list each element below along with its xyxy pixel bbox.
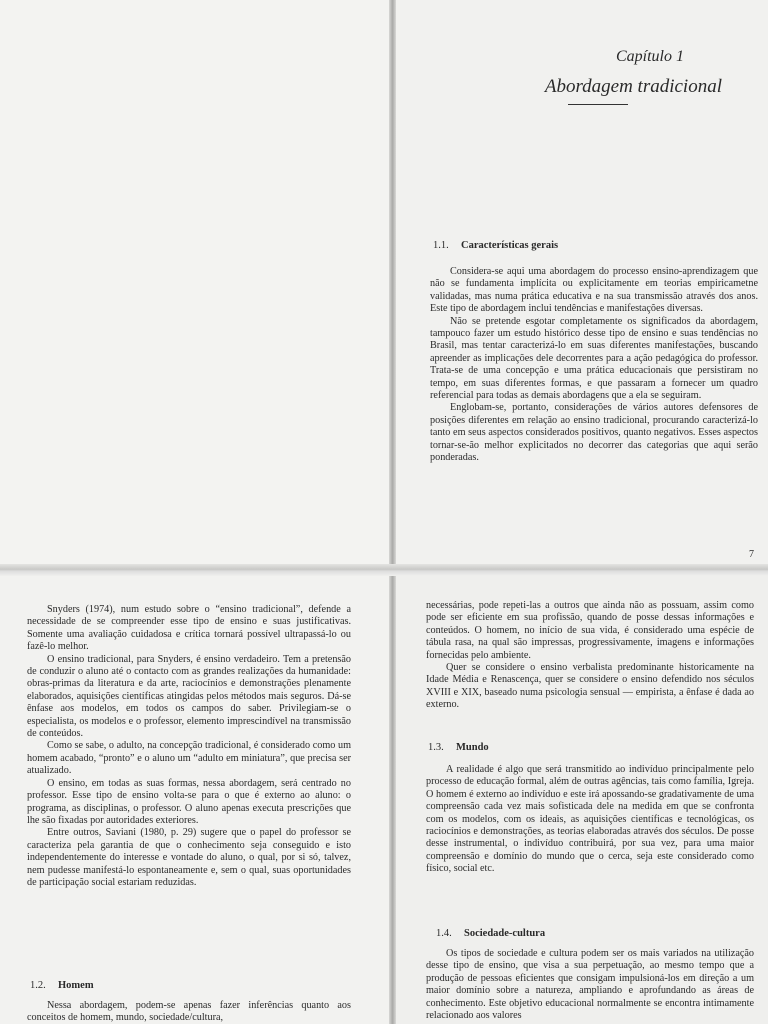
section-number: 1.1.: [433, 240, 449, 251]
paragraph: necessárias, pode repeti-las a outros que ainda não as possuam, assim como pode ser eficiente em sua profissão, quando de posse dessas informações e conteúdos. O homem, no início de sua vida, é considerado uma espécie de tábula rasa, na qual são impressas, progressivamente, imagens e informações fornecidas pelo ambiente.: [426, 600, 754, 661]
section-1-3-body: [426, 764, 754, 876]
section-heading-1-3: [428, 742, 489, 753]
paragraph: A realidade é algo que será transmitido ao indivíduo principalmente pelo processo de educação formal, além de outras agências, tais como família, Igreja. O homem é externo ao indivíduo e este irá apossando-se gradativamente de uma compreensão cada vez mais sofisticada dele na medida em que se confronta com os modelos, com os ideais, as aquisições científicas e tecnológicas, os raciocínios e demonstrações, as teorias elaboradas através dos séculos. De posse desse instrumental, o indivíduo contribuirá, por sua vez, para uma maior compreensão e domínio do mundo que o cerca, seja este considerado como físico, social etc.: [426, 764, 754, 875]
paragraph: Englobam-se, portanto, considerações de vários autores defensores de posições diferentes em relação ao ensino tradicional, procurando caracterizá-lo tanto em seus aspectos considerados positivos, quanto negativos. Esses aspectos tornar-se-ão melhor explicitados no decorrer das categorias que aqui serão ponderadas.: [430, 402, 758, 464]
section-title: Sociedade-cultura: [464, 928, 546, 939]
section-number: 1.2.: [30, 980, 46, 991]
page-top-right: [392, 0, 768, 570]
section-heading-1-1: [433, 240, 558, 251]
paragraph: Quer se considere o ensino verbalista predominante historicamente na Idade Média e Renascença, quer se considere o ensino defendido nos séculos XVIII e XIX, baseado numa psicologia sensual — empirista, a ênfase é dada ao externo.: [426, 662, 754, 711]
section-title: Características gerais: [461, 240, 559, 251]
paragraph: O ensino tradicional, para Snyders, é ensino verdadeiro. Tem a pretensão de conduzir o aluno até o contacto com as grandes realizações da humanidade: obras-primas da literatura e da arte, raciocínios e demonstrações plenamente elaborados, aquisições científicas atingidas pelos métodos mais seguros. Dá-se ênfase aos modelos, em todos os campos do saber. Privilegiam-se o especialista, os modelos e o professor, elemento imprescindível na transmissão de conteúdos.: [27, 653, 351, 740]
section-number: 1.3.: [428, 742, 444, 753]
paragraph: Como se sabe, o adulto, na concepção tradicional, é considerado como um homem acabado, “pronto” e o aluno um “adulto em miniatura”, que precisa ser atualizado.: [27, 740, 351, 777]
paragraph: Nessa abordagem, podem-se apenas fazer inferências quanto aos conceitos de homem, mundo, sociedade/cultura,: [27, 1000, 351, 1024]
section-1-4-body: [426, 948, 754, 1022]
section-1-2-body: [27, 1000, 351, 1024]
book-spine-shadow: [389, 0, 396, 1024]
blank-page-top-left: [0, 0, 392, 570]
section-title: Mundo: [456, 742, 489, 753]
continued-body: [426, 600, 754, 712]
chapter-label: Capítulo 1: [615, 48, 684, 65]
paragraph: Entre outros, Saviani (1980, p. 29) sugere que o papel do professor se caracteriza pela garantia de que o conhecimento seja conseguido e isto independentemente do interesse e vontade do aluno, o qual, por si só, talvez, nem pudesse manifestá-lo espontaneamente e, sem o qual, suas oportunidades de participação social estariam reduzidas.: [27, 827, 351, 888]
paragraph: Snyders (1974), num estudo sobre o “ensino tradicional”, defende a necessidade de se compreender esse tipo de ensino e suas justificativas. Somente uma avaliação cuidadosa e crítica tornará possível ultrapassá-lo ou fazê-lo melhor.: [27, 604, 351, 653]
chapter-title-rule: [568, 104, 628, 105]
section-1-1-body: [430, 266, 758, 465]
section-title: Homem: [58, 980, 94, 991]
intro-body: [27, 604, 351, 889]
paragraph: Não se pretende esgotar completamente os significados da abordagem, tampouco fazer um estudo histórico desse tipo de ensino e suas tendências no Brasil, mas tentar caracterizá-lo em suas diferentes manifestações, buscando apreender as implicações dele decorrentes para a ação pedagógica do professor. Trata-se de uma concepção e uma prática educacionais que persistiram no tempo, em suas diferentes formas, e que passaram a fornecer um quadro referencial para todas as demais abordagens que a ela se seguiram.: [430, 315, 758, 402]
section-number: 1.4.: [436, 928, 452, 939]
page-bottom-right: [392, 570, 768, 1024]
paragraph: Considera-se aqui uma abordagem do processo ensino-aprendizagem que não se fundamenta implícita ou explicitamente em teorias empiricametne validadas, mas numa prática educativa e na sua transmissão através dos anos. Este tipo de abordagem inclui tendências e manifestações diversas.: [430, 266, 758, 315]
page-number: 7: [749, 549, 754, 560]
section-heading-1-2: [30, 980, 94, 991]
paragraph: O ensino, em todas as suas formas, nessa abordagem, será centrado no professor. Esse tipo de ensino volta-se para o que é externo ao aluno: o programa, as disciplinas, o professor. O aluno apenas executa prescrições que lhe são fixadas por autoridades exteriores.: [27, 777, 351, 826]
page-bottom-left: [0, 570, 392, 1024]
paragraph: Os tipos de sociedade e cultura podem ser os mais variados na utilização desse tipo de ensino, que visa a sua perpetuação, ao mesmo tempo que a produção de pessoas eficientes que consigam impulsioná-los em direção a um maior domínio sobre a natureza, ampliando e aprofundando as áreas de conhecimento. Este objetivo educacional normalmente se encontra intimamente relacionado aos valores: [426, 948, 754, 1022]
chapter-title: Abordagem tradicional: [544, 76, 722, 97]
page-split-shadow: [0, 564, 768, 576]
section-heading-1-4: [436, 928, 545, 939]
